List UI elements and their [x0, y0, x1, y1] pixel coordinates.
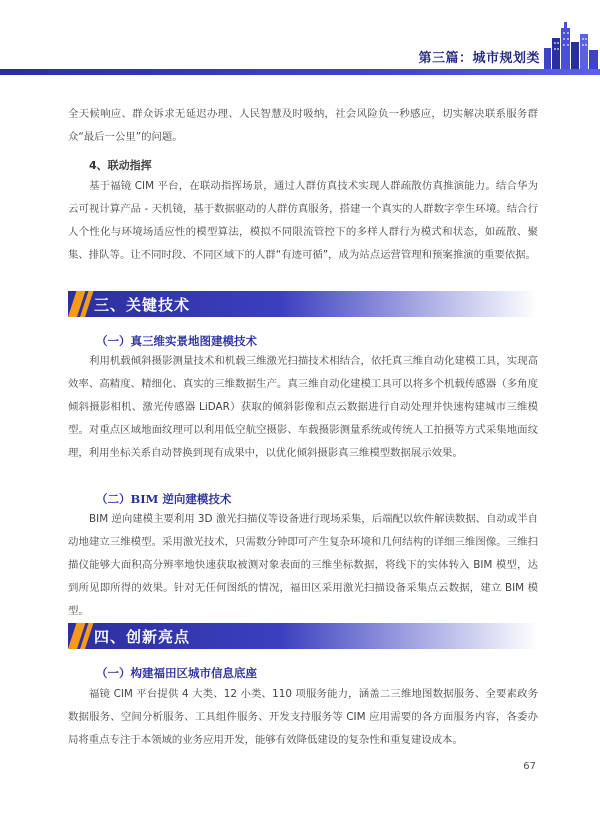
- section-banner-innovation: [68, 623, 538, 649]
- page-number: 67: [523, 761, 536, 772]
- subsection-title-3d-modeling: （一）真三维实景地图建模技术: [96, 334, 257, 348]
- section-title: 四、创新亮点: [94, 628, 191, 646]
- city-skyline-icon: [542, 20, 600, 72]
- paragraph-continued: 全天候响应、群众诉求无延迟办理、人民智慧及时吸纳，社会风险负一秒感应，切实解决联系服务群众“最后一公里”的问题。: [68, 108, 538, 143]
- subsection-title-city-info-base: （一）构建福田区城市信息底座: [96, 666, 257, 680]
- section-title: 三、关键技术: [94, 296, 191, 314]
- paragraph-bim: BIM 逆向建模主要利用 3D 激光扫描仪等设备进行现场采集，后端配以软件解读数据、自动或半自动地建立三维模型。采用激光技术，只需数分钟即可产生复杂环境和几何结构的详细三维图像。三维扫描仪能够大面积高分辨率地快速获取被测对象表面的三维坐标数据，将线下的实体转入 BIM 模型，达到所见即所得的效果。针对无任何图纸的情况，福田区采用激光扫描设备采集点云数据，建立 BIM 模型。: [68, 513, 538, 617]
- subsection-title-bim: （二）BIM 逆向建模技术: [96, 492, 232, 506]
- paragraph-linkage-command: 基于福镜 CIM 平台，在联动指挥场景，通过人群仿真技术实现人群疏散仿真推演能力。结合华为云可视计算产品 - 天机镜，基于数据驱动的人群仿真服务，搭建一个真实的人群数字孪生环境。结合行人个性化与环境场适应性的模型算法，模拟不同限流管控下的多样人群行为模式和状态，如疏散、聚集、排队等。让不同时段、不同区域下的人群“有迹可循”，成为站点运营管理和预案推演的重要依据。: [68, 180, 538, 261]
- paragraph-3d-modeling: 利用机载倾斜摄影测量技术和机载三维激光扫描技术相结合，依托真三维自动化建模工具，实现高效率、高精度、精细化、真实的三维数据生产。真三维自动化建模工具可以将多个机载传感器（多角度倾斜摄影相机、激光传感器 LiDAR）获取的倾斜影像和点云数据进行自动处理并快速构建城市三维模型。对重点区域地面纹理可以利用低空航空摄影、车载摄影测量系统或传统人工拍摄等方式采集地面纹理，利用坐标关系自动替换到现有成果中，以优化倾斜摄影真三维模型数据展示效果。: [68, 355, 538, 459]
- linkage-command-heading: 4、联动指挥: [89, 159, 152, 172]
- chapter-title: 第三篇：城市规划类: [418, 51, 540, 66]
- section-banner-key-technology: [68, 291, 538, 317]
- header-rule: [0, 69, 600, 75]
- paragraph-city-info-base: 福镜 CIM 平台提供 4 大类、12 小类、110 项服务能力，涵盖二三维地图数据服务、全要素政务数据服务、空间分析服务、工具组件服务、开发支持服务等 CIM 应用需要的各方面服务内容，各委办局将重点专注于本领域的业务应用开发，能够有效降低建设的复杂性和重复建设成本。: [68, 688, 538, 746]
